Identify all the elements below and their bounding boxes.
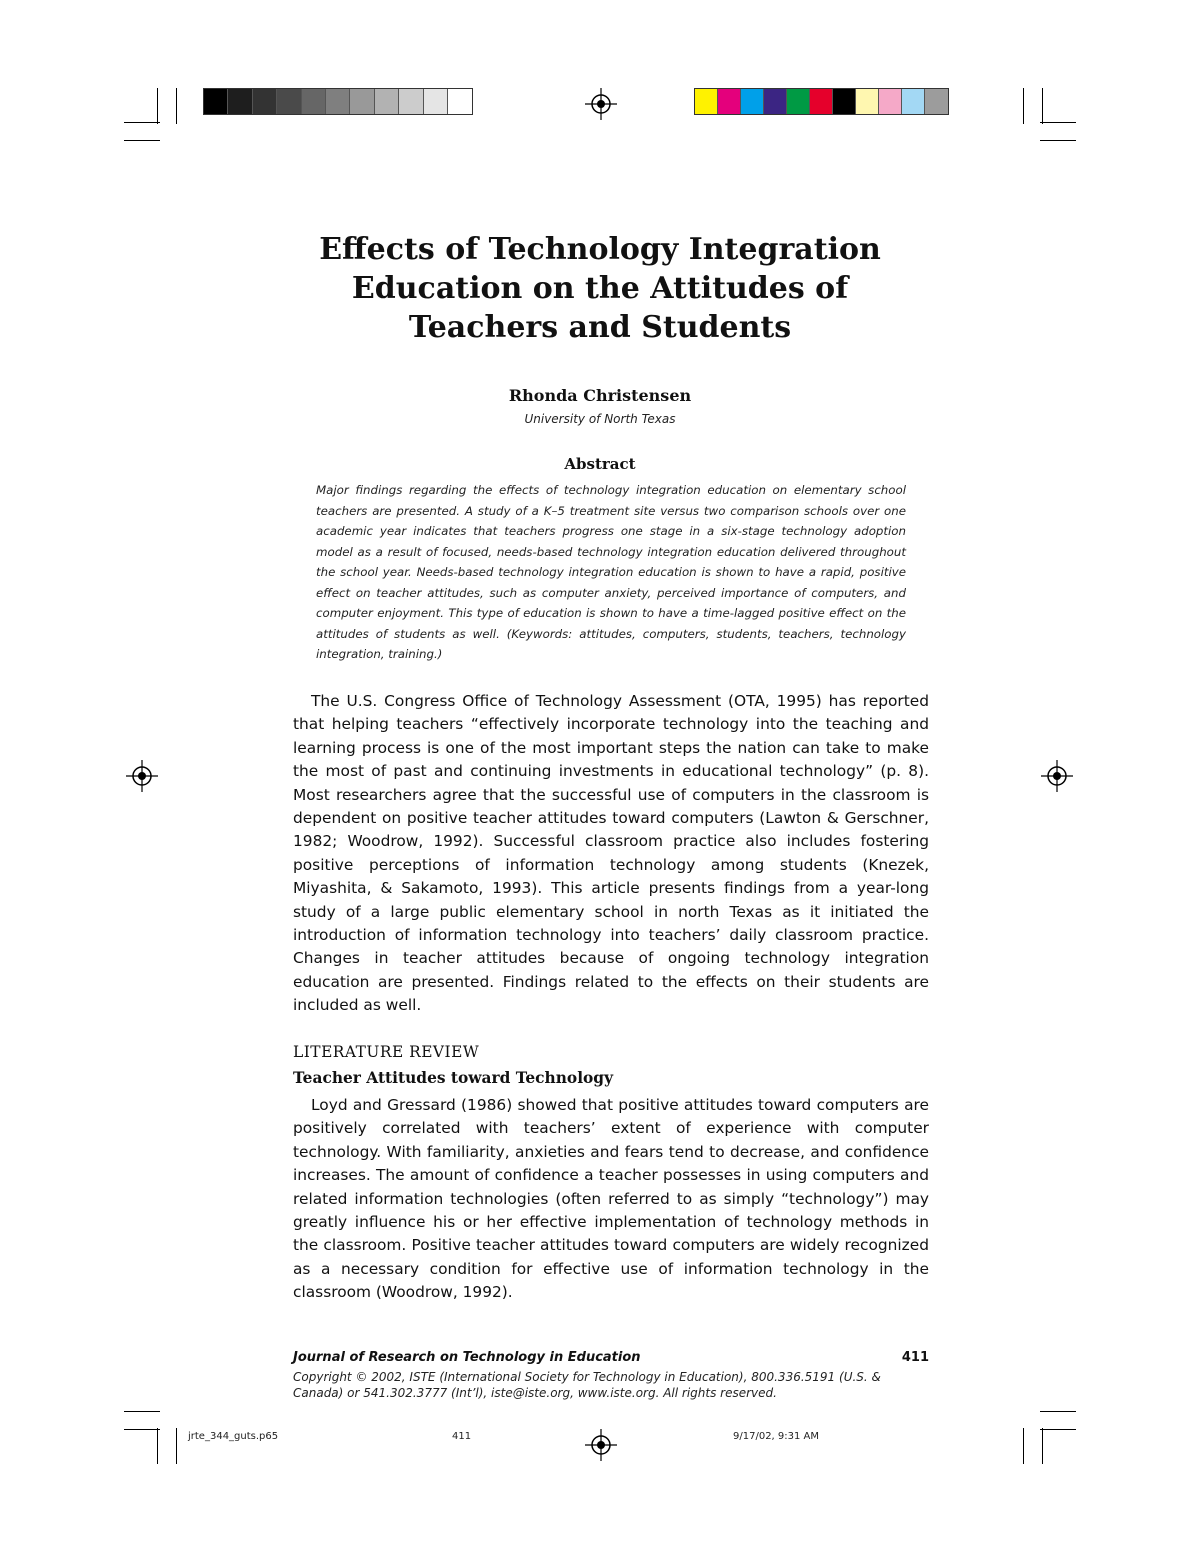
color-swatch [350,89,374,114]
color-swatch [741,89,764,114]
slug-filename: jrte_344_guts.p65 [188,1431,279,1442]
crop-mark [157,1428,158,1464]
color-swatch [277,89,301,114]
color-swatch [856,89,879,114]
color-swatch [375,89,399,114]
crop-mark [176,88,177,124]
slug-datetime: 9/17/02, 9:31 AM [733,1431,820,1442]
crop-mark [1040,140,1076,141]
page-number: 411 [901,1350,929,1365]
color-swatch [810,89,833,114]
registration-mark-icon [585,1429,617,1461]
color-swatch [695,89,718,114]
crop-mark [124,140,160,141]
registration-mark-icon [1041,760,1073,792]
color-swatch [718,89,741,114]
color-swatch [253,89,277,114]
crop-mark [124,1411,160,1412]
literature-paragraph: Loyd and Gressard (1986) showed that positive attitudes toward computers are positively correlated with teachers’ extent of experience with computer technology. With familiarity, anxieties and fears tend to decrease, and confidence increases. The amount of confidence a teacher possesses in using computers and related information technologies (often referred to as simply “technology”) may greatly influence his or her effective implementation of technology methods in the classroom. Positive teacher attitudes toward computers are widely recognized as a necessary condition for effective use of information technology in the classroom (Woodrow, 1992). [293,1096,929,1302]
color-swatch [879,89,902,114]
grayscale-calibration-bar [203,88,473,115]
color-swatch [787,89,810,114]
crop-mark [157,88,158,124]
title-line: Effects of Technology Integration [319,232,881,267]
color-swatch [925,89,948,114]
title-line: Education on the Attitudes of [351,271,849,306]
crop-mark [176,1428,177,1464]
color-calibration-bar [694,88,949,115]
subsection-heading: Teacher Attitudes toward Technology [293,1069,614,1087]
copyright-notice: Copyright © 2002, ISTE (International Society for Technology in Education), 800.336.5191 (U.S. & Canada) or 541.302.3777 (Int’l), iste@iste.org, www.iste.org. All rights reserved. [293,1370,881,1400]
crop-mark [1040,1411,1076,1412]
crop-mark [1023,88,1024,124]
author-affiliation: University of North Texas [524,412,676,426]
slug-page: 411 [452,1431,472,1442]
abstract-heading: Abstract [564,455,636,473]
crop-mark [1042,1428,1043,1464]
color-swatch [302,89,326,114]
color-swatch [902,89,925,114]
color-swatch [204,89,228,114]
crop-mark [1040,122,1076,123]
intro-paragraph: The U.S. Congress Office of Technology Assessment (OTA, 1995) has reported that helping teachers “effectively incorporate technology into the teaching and learning process is one of the most important steps the nation can take to make the most of past and continuing investments in educational technology” (p. 8). Most researchers agree that the successful use of computers in the classroom is dependent on positive teacher attitudes toward computers (Lawton & Gerschner, 1982; Woodrow, 1992). Successful classroom practice also includes fostering positive perceptions of information technology among students (Knezek, Miyashita, & Sakamoto, 1993). This article presents findings from a year-long study of a large public elementary school in north Texas as it initiated the introduction of information technology into teachers’ daily classroom practice. Changes in teacher attitudes because of ongoing technology integration education are presented. Findings related to the effects on their students are included as well. [293,692,929,1015]
registration-mark-icon [126,760,158,792]
crop-mark [1040,1429,1076,1430]
article-title [250,230,950,347]
author-name: Rhonda Christensen [508,386,692,405]
crop-mark [1023,1428,1024,1464]
registration-mark-icon [585,88,617,120]
color-swatch [764,89,787,114]
journal-name: Journal of Research on Technology in Education [293,1350,641,1365]
color-swatch [399,89,423,114]
crop-mark [1042,88,1043,124]
section-heading: LITERATURE REVIEW [293,1043,480,1061]
abstract-text: Major findings regarding the effects of technology integration education on elementary school teachers are presented. A study of a K–5 treatment site versus two comparison schools over one academic year indicates that teachers progress one stage in a six-stage technology adoption model as a result of focused, needs-based technology integration education delivered throughout the school year. Needs-based technology integration education is shown to have a rapid, positive effect on teacher attitudes, such as computer anxiety, perceived importance of computers, and computer enjoyment. This type of education is shown to have a time-lagged positive effect on the attitudes of students as well. (Keywords: attitudes, computers, students, teachers, technology integration, training.) [316,483,906,661]
crop-mark [124,122,160,123]
color-swatch [448,89,472,114]
title-line: Teachers and Students [408,310,792,345]
color-swatch [326,89,350,114]
color-swatch [228,89,252,114]
color-swatch [833,89,856,114]
color-swatch [424,89,448,114]
crop-mark [124,1429,160,1430]
